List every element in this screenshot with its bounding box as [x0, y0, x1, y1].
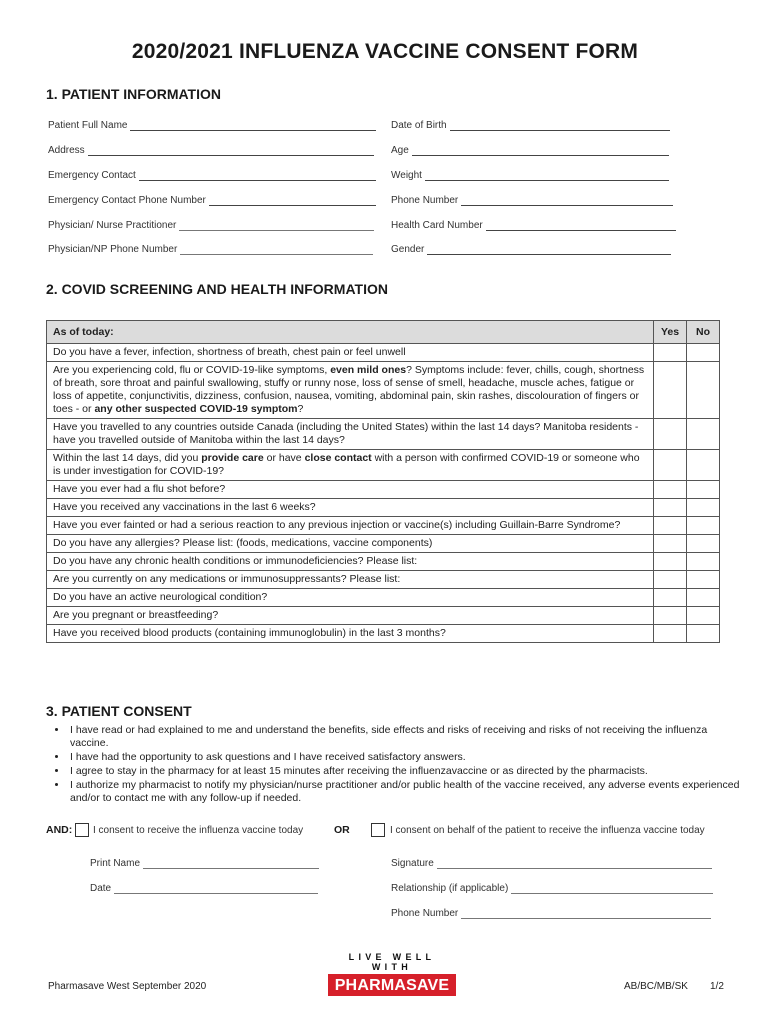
yes-cell[interactable]: [654, 517, 687, 535]
question-text: Have you received any vaccinations in the last 6 weeks?: [47, 499, 654, 517]
signature-field[interactable]: Signature: [391, 858, 712, 869]
no-cell[interactable]: [687, 517, 720, 535]
logo-wordmark: PHARMASAVE: [328, 974, 456, 996]
no-cell[interactable]: [687, 499, 720, 517]
or-label: OR: [334, 824, 350, 836]
list-item: • I authorize my pharmacist to notify my physician/nurse practitioner and/or public health of the vaccine received, any adverse events experienced and/or to contact me with any follow-up if needed.: [68, 779, 748, 805]
consent-behalf-label: I consent on behalf of the patient to receive the influenza vaccine today: [390, 825, 705, 836]
question-text: Do you have any chronic health conditions or immunodeficiencies? Please list:: [47, 553, 654, 571]
list-item: • I agree to stay in the pharmacy for at least 15 minutes after receiving the influenzavaccine or as directed by the pharmacists.: [68, 765, 748, 778]
yes-cell[interactable]: [654, 589, 687, 607]
age-field[interactable]: Age: [391, 145, 669, 156]
table-row: [47, 499, 720, 517]
yes-cell[interactable]: [654, 362, 687, 419]
health-card-number-field[interactable]: Health Card Number: [391, 220, 676, 231]
table-header-row: [47, 321, 720, 344]
section-heading-covid-screening: 2. COVID SCREENING AND HEALTH INFORMATION: [46, 281, 388, 297]
table-row: [47, 625, 720, 643]
table-row: [47, 535, 720, 553]
print-name-field[interactable]: Print Name: [90, 858, 319, 869]
physician-phone-field[interactable]: Physician/NP Phone Number: [48, 244, 373, 255]
table-row: [47, 481, 720, 499]
phone-number-field[interactable]: Phone Number: [391, 195, 673, 206]
yes-cell[interactable]: [654, 535, 687, 553]
footer-region-code: AB/BC/MB/SK: [624, 981, 688, 992]
header-no: No: [687, 321, 720, 344]
consent-behalf-checkbox[interactable]: [371, 823, 385, 837]
yes-cell[interactable]: [654, 625, 687, 643]
table-row: [47, 517, 720, 535]
no-cell[interactable]: [687, 535, 720, 553]
table-row: [47, 607, 720, 625]
emergency-contact-field[interactable]: Emergency Contact: [48, 170, 376, 181]
question-text: Are you experiencing cold, flu or COVID-19-like symptoms, even mild ones? Symptoms include: fever, chills, cough, shortness of breath, sore throat and painful swallowing, stuffy or runny nose, loss of sense of smell, headache, muscle aches, fatigue or loss of appetite, conjunctivitis, dizziness, confusion, nausea, vomiting, abdominal pain, skin rashes, discolouration of fingers or toes - or any other suspected COVID-19 symptom?: [47, 362, 654, 419]
question-text: Have you ever fainted or had a serious reaction to any previous injection or vaccine(s) including Guillain-Barre Syndrome?: [47, 517, 654, 535]
no-cell[interactable]: [687, 607, 720, 625]
list-item: • I have had the opportunity to ask questions and I have received satisfactory answers.: [68, 751, 748, 764]
relationship-field[interactable]: Relationship (if applicable): [391, 883, 713, 894]
yes-cell[interactable]: [654, 344, 687, 362]
pharmasave-logo: [328, 952, 456, 996]
screening-table: [46, 320, 720, 643]
question-text: Are you pregnant or breastfeeding?: [47, 607, 654, 625]
question-text: Do you have a fever, infection, shortness of breath, chest pain or feel unwell: [47, 344, 654, 362]
no-cell[interactable]: [687, 362, 720, 419]
emergency-contact-phone-field[interactable]: Emergency Contact Phone Number: [48, 195, 376, 206]
logo-tagline: LIVE WELL WITH: [348, 952, 436, 972]
table-row: [47, 589, 720, 607]
date-of-birth-field[interactable]: Date of Birth: [391, 120, 670, 131]
no-cell[interactable]: [687, 589, 720, 607]
section-heading-patient-info: 1. PATIENT INFORMATION: [46, 86, 221, 102]
no-cell[interactable]: [687, 344, 720, 362]
gender-field[interactable]: Gender: [391, 244, 671, 255]
footer-page-number: 1/2: [710, 981, 724, 992]
table-row: [47, 571, 720, 589]
footer-left-text: Pharmasave West September 2020: [48, 981, 207, 992]
no-cell[interactable]: [687, 625, 720, 643]
no-cell[interactable]: [687, 450, 720, 481]
no-cell[interactable]: [687, 553, 720, 571]
patient-full-name-field[interactable]: Patient Full Name: [48, 120, 376, 131]
question-text: Have you travelled to any countries outside Canada (including the United States) within the last 14 days? Manitoba residents - have you travelled outside of Manitoba within the last 14 days?: [47, 419, 654, 450]
and-label: AND:: [46, 824, 73, 836]
yes-cell[interactable]: [654, 481, 687, 499]
question-text: Do you have any allergies? Please list: (foods, medications, vaccine components): [47, 535, 654, 553]
yes-cell[interactable]: [654, 571, 687, 589]
question-text: Have you ever had a flu shot before?: [47, 481, 654, 499]
yes-cell[interactable]: [654, 607, 687, 625]
date-field[interactable]: Date: [90, 883, 318, 894]
yes-cell[interactable]: [654, 553, 687, 571]
consent-self-label: I consent to receive the influenza vaccine today: [93, 825, 304, 836]
table-row: [47, 553, 720, 571]
no-cell[interactable]: [687, 571, 720, 589]
question-text: Are you currently on any medications or immunosuppressants? Please list:: [47, 571, 654, 589]
consent-self-checkbox[interactable]: [75, 823, 89, 837]
address-field[interactable]: Address: [48, 145, 374, 156]
list-item: • I have read or had explained to me and understand the benefits, side effects and risks of receiving and risks of not receiving the influenza vaccine.: [68, 724, 748, 750]
physician-field[interactable]: Physician/ Nurse Practitioner: [48, 220, 374, 231]
table-row: [47, 362, 720, 419]
table-row: [47, 344, 720, 362]
yes-cell[interactable]: [654, 450, 687, 481]
question-text: Within the last 14 days, did you provide care or have close contact with a person with confirmed COVID-19 or someone who is under investigation for COVID-19?: [47, 450, 654, 481]
form-title: 2020/2021 INFLUENZA VACCINE CONSENT FORM: [131, 40, 639, 63]
yes-cell[interactable]: [654, 499, 687, 517]
table-row: [47, 450, 720, 481]
table-row: [47, 419, 720, 450]
section-heading-patient-consent: 3. PATIENT CONSENT: [46, 703, 192, 719]
question-text: Have you received blood products (containing immunoglobulin) in the last 3 months?: [47, 625, 654, 643]
no-cell[interactable]: [687, 419, 720, 450]
yes-cell[interactable]: [654, 419, 687, 450]
consent-list: [46, 724, 748, 806]
no-cell[interactable]: [687, 481, 720, 499]
header-as-of-today: As of today:: [47, 321, 654, 344]
header-yes: Yes: [654, 321, 687, 344]
consent-phone-number-field[interactable]: Phone Number: [391, 908, 711, 919]
weight-field[interactable]: Weight: [391, 170, 669, 181]
question-text: Do you have an active neurological condition?: [47, 589, 654, 607]
